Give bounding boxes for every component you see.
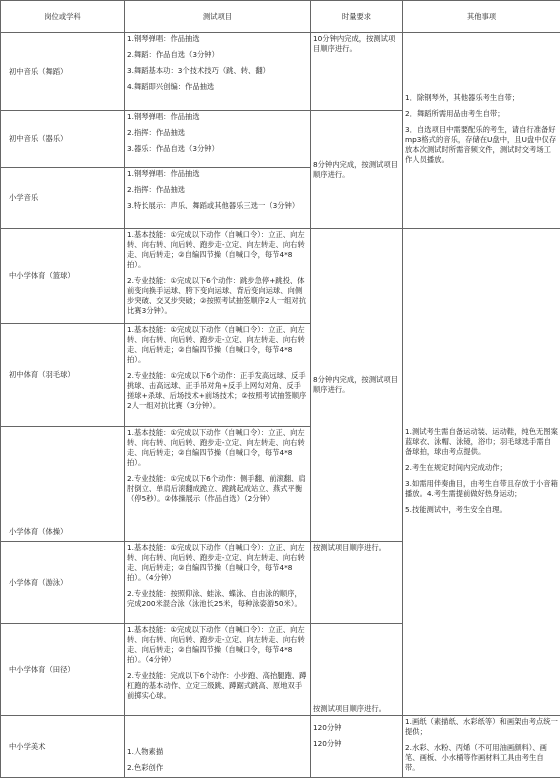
items-cell — [125, 624, 311, 716]
item-text: 1.基本技能：①完成以下动作（自喊口令）：立正、向左转、向右转、向后转、跑步走-立定、向左转走、向右转走、向后转走；②自编四节操（自喊口令，每节4*8拍）。 — [127, 230, 308, 270]
note-text: 1.测试考生需自备运动装、运动鞋，纯色无图案蓝球衣、泳帽、泳镜，浴巾；羽毛球选手需自备球拍，球由考点提供。 — [405, 427, 558, 457]
time-cell: 8分钟内完成，按测试项目顺序进行。 — [311, 229, 403, 542]
item-text: 2.色彩创作 — [127, 763, 308, 773]
category-cell: 中小学美术 — [1, 716, 125, 778]
items-cell — [125, 542, 311, 624]
item-text: 1.基本技能：①完成以下动作（自喊口令）：立正、向左转、向右转、向后转、跑步走-立定、向左转走、向右转走、向后转走；②自编四节操（自喊口令，每节4*8拍）。（4分钟） — [127, 543, 308, 583]
item-text: 4.舞蹈即兴创编：作品抽选 — [127, 82, 308, 92]
note-text: 2.水彩、水粉、丙烯（不可用油画颜料）、画笔、画板、小水桶等作画材料工具由考生自带。 — [405, 743, 558, 773]
notes-cell — [403, 229, 560, 716]
category-cell: 中小学体育（篮球） — [1, 229, 125, 324]
items-cell — [125, 111, 311, 168]
time-cell: 8分钟内完成，按测试项目顺序进行。 — [311, 111, 403, 229]
item-text: 3.舞蹈基本功：3个技术技巧（跳、转、翻） — [127, 66, 308, 76]
item-text: 2.专业技能：①完成以下6个动作：跳步急停+跳投、体前变向换手运球、胯下变向运球、背后变向运球、向侧步突破、交叉步突破；②按照考试抽签顺序2人一组对抗比赛3分钟）。 — [127, 276, 308, 316]
item-text: 2.专业技能：按照仰泳、蛙泳、蝶泳、自由泳的顺序，完成200米混合泳（泳池长25米，每种泳姿游50米）。 — [127, 589, 308, 609]
note-text: 5.技能测试中，考生安全自理。 — [405, 505, 558, 515]
header-test-items: 测试项目 — [125, 1, 311, 33]
note-text: 2．舞蹈所需用品由考生自带； — [405, 109, 558, 119]
notes-cell — [403, 716, 560, 778]
items-cell — [125, 168, 311, 229]
notes-cell — [403, 33, 560, 229]
category-cell: 小学体育（游泳） — [1, 542, 125, 624]
item-text: 3.器乐：作品自选（3分钟） — [127, 144, 308, 154]
item-text: 2.专业技能：①完成以下6个动作：侧手翻、前滚翻、肩肘倒立、单肩后滚翻成跪立、跪跳起成站立、燕式平衡（停5秒）。②体操展示（作品自选）（2分钟） — [127, 474, 308, 504]
header-position: 岗位或学科 — [1, 1, 125, 33]
item-text: 2.舞蹈：作品自选（3分钟） — [127, 50, 308, 60]
note-text: 3.如需用伴奏曲目，由考生自带且存放于小音箱播放。4.考生需提前做好热身运动； — [405, 479, 558, 499]
item-text: 1.基本技能：①完成以下动作（自喊口令）：立正、向左转、向右转、向后转、跑步走-立定、向左转走、向右转走、向后转走；②自编四节操（自喊口令，每节4*8拍）。 — [127, 428, 308, 468]
item-text: 1.基本技能：①完成以下动作（自喊口令）：立正、向左转、向右转、向后转、跑步走-立定、向左转走、向右转走、向后转走；②自编四节操（自喊口令，每节4*8拍）。 — [127, 325, 308, 365]
table-row — [1, 229, 560, 324]
time-cell — [311, 716, 403, 778]
time-cell: 按测试项目顺序进行。 — [311, 542, 403, 624]
time-text: 120分钟 — [313, 723, 400, 733]
table-row — [1, 33, 560, 111]
category-cell: 小学体育（体操） — [1, 427, 125, 542]
item-text: 1.钢琴弹唱：作品抽选 — [127, 34, 308, 44]
item-text: 1.基本技能：①完成以下动作（自喊口令）：立正、向左转、向右转、向后转、跑步走-立定、向左转走、向右转走、向后转走；②自编四节操（自喊口令，每节4*8拍）。（4分钟） — [127, 625, 308, 665]
table-row — [1, 716, 560, 778]
header-row — [1, 1, 560, 33]
category-cell: 初中体育（羽毛球） — [1, 324, 125, 427]
time-text: 120分钟 — [313, 739, 400, 749]
item-text: 2.指挥：作品抽选 — [127, 128, 308, 138]
header-other: 其他事项 — [403, 1, 560, 33]
note-text: 3．自选项目中需要配乐的考生，请自行准备好mp3格式的音乐，存储在U盘中，且U盘中仅存放本次测试时所需音频文件，测试时交考场工作人员播放。 — [405, 125, 558, 165]
items-cell — [125, 716, 311, 778]
item-text: 1.人物素描 — [127, 747, 308, 757]
category-cell: 初中音乐（舞蹈） — [1, 33, 125, 111]
items-cell — [125, 324, 311, 427]
category-cell: 小学音乐 — [1, 168, 125, 229]
item-text: 1.钢琴弹唱：作品抽选 — [127, 112, 308, 122]
item-text: 2.专业技能：完成以下6个动作：小步跑、高抬腿跑、蹲杠跑的基本动作、立定三级跳、蹲踞式跳高、原地双手前掷实心球。 — [127, 671, 308, 701]
items-cell — [125, 33, 311, 111]
note-text: 2.考生在规定时间内完成动作； — [405, 463, 558, 473]
item-text: 2.专业技能：①完成以下6个动作：正手发高远球、反手挑球、击高远球、正手吊对角+反手上网勾对角、反手搓球+杀球、后场技术+前场技术；②按照考试抽签顺序2人一组对抗比赛（3分钟）。 — [127, 371, 308, 411]
category-cell: 中小学体育（田径） — [1, 624, 125, 716]
item-text: 2.指挥：作品抽选 — [127, 185, 308, 195]
time-cell: 10分钟内完成，按测试项目顺序进行。 — [311, 33, 403, 111]
header-time: 时量要求 — [311, 1, 403, 33]
item-text: 3.特长展示：声乐、舞蹈或其他器乐三选一（3分钟） — [127, 201, 308, 211]
time-cell: 按测试项目顺序进行。 — [311, 624, 403, 716]
items-cell — [125, 427, 311, 542]
item-text: 1.钢琴弹唱：作品抽选 — [127, 169, 308, 179]
items-cell — [125, 229, 311, 324]
note-text: 1.画纸（素描纸、水彩纸等）和画架由考点统一提供； — [405, 717, 558, 737]
category-cell: 初中音乐（器乐） — [1, 111, 125, 168]
note-text: 1．除钢琴外，其他器乐考生自带； — [405, 93, 558, 103]
